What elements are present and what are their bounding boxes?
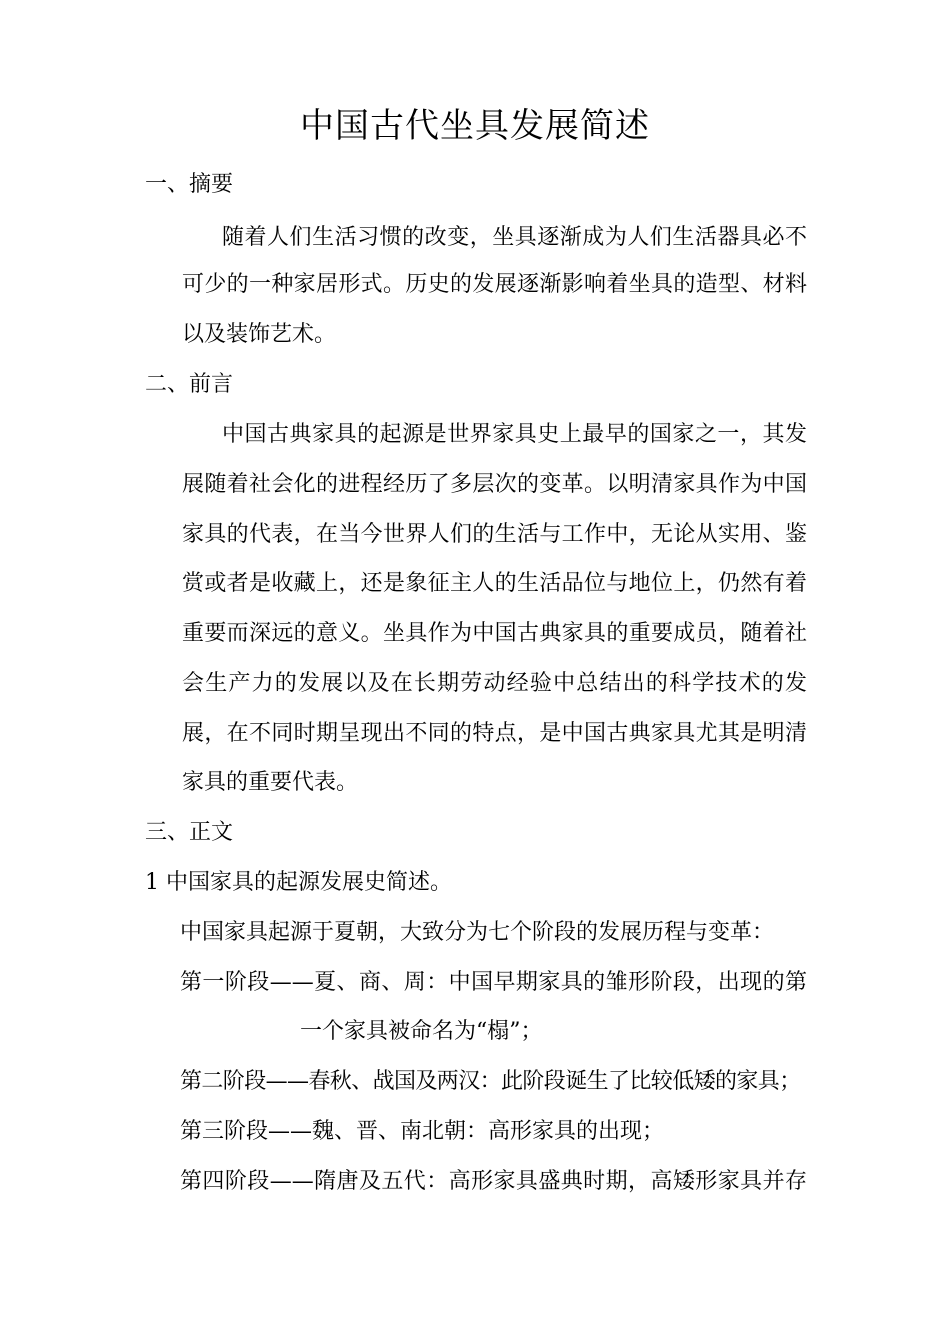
paragraph-line: 重要而深远的意义。坐具作为中国古典家具的重要成员，随着社 bbox=[182, 621, 807, 646]
stage-line: 第一阶段——夏、商、周：中国早期家具的雏形阶段，出现的第 bbox=[180, 970, 807, 995]
paragraph-line: 家具的代表，在当今世界人们的生活与工作中，无论从实用、鉴 bbox=[182, 522, 807, 547]
section-heading-preface: 二、前言 bbox=[145, 372, 234, 397]
intro-line: 中国家具起源于夏朝，大致分为七个阶段的发展历程与变革： bbox=[180, 920, 775, 945]
stage-line-continuation: 一个家具被命名为“榻”； bbox=[300, 1019, 543, 1044]
paragraph-line: 展，在不同时期呈现出不同的特点，是中国古典家具尤其是明清 bbox=[182, 721, 807, 746]
stage-line: 第四阶段——隋唐及五代：高形家具盛典时期，高矮形家具并存 bbox=[180, 1169, 807, 1194]
paragraph-line: 会生产力的发展以及在长期劳动经验中总结出的科学技术的发 bbox=[182, 671, 807, 696]
paragraph-line: 中国古典家具的起源是世界家具史上最早的国家之一，其发 bbox=[222, 422, 807, 447]
stage-line: 第三阶段——魏、晋、南北朝：高形家具的出现； bbox=[180, 1119, 665, 1144]
section-heading-body: 三、正文 bbox=[145, 820, 234, 845]
paragraph-line: 随着人们生活习惯的改变，坐具逐渐成为人们生活器具必不 bbox=[222, 225, 807, 250]
paragraph-line: 可少的一种家居形式。历史的发展逐渐影响着坐具的造型、材料 bbox=[182, 272, 807, 297]
subsection-heading: 1 中国家具的起源发展史简述。 bbox=[145, 870, 452, 895]
stage-line: 第二阶段——春秋、战国及两汉：此阶段诞生了比较低矮的家具； bbox=[180, 1069, 801, 1094]
paragraph-line: 以及装饰艺术。 bbox=[182, 322, 337, 347]
paragraph-line: 展随着社会化的进程经历了多层次的变革。以明清家具作为中国 bbox=[182, 472, 807, 497]
paragraph-line: 赏或者是收藏上，还是象征主人的生活品位与地位上，仍然有着 bbox=[182, 571, 807, 596]
paragraph-line: 家具的重要代表。 bbox=[182, 770, 359, 795]
document-title: 中国古代坐具发展简述 bbox=[300, 106, 650, 146]
section-heading-abstract: 一、摘要 bbox=[145, 172, 234, 197]
